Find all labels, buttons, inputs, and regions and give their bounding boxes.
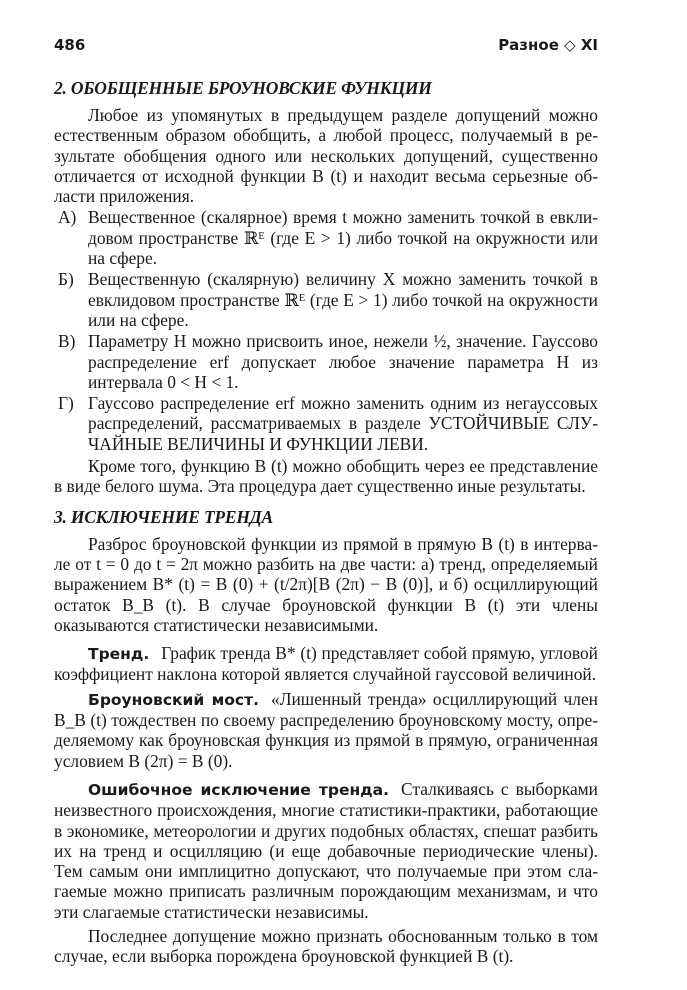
list-item-text: Гауссово распределение erf можно заменить одним из негауссовых распределений, рассматриваемых в разделе УСТОЙЧИВЫЕ СЛУЧАЙНЫЕ ВЕЛИЧИНЫ И ФУНКЦИИ ЛЕВИ. [88, 393, 598, 454]
list-item-text: Вещественное (скалярное) время t можно заменить точкой в евклидовом пространстве ℝᴱ (где E > 1) либо точкой на окружности или на сфере. [88, 207, 598, 269]
list-item-label: Б) [58, 269, 74, 290]
generalization-list [54, 207, 598, 454]
list-item [54, 269, 598, 330]
bridge-paragraph [54, 689, 598, 771]
bridge-text: «Лишенный тренда» осциллирующий член B_B (t) тождествен по своему распределению броуновскому мосту, определяемому как броуновская функция из прямой в прямую, ограниченная условием B (2π) = B (0). [54, 688, 598, 771]
book-page [54, 36, 598, 967]
wrong-detrending-text: Сталкиваясь с выборками неизвестного происхождения, многие статистики-практики, работающие в экономике, метеорологии и других подобных областях, спешат разбить их на тренд и осцилляцию (и еще добавочные периодические члены). Тем самым они имплицитно допускают, что получаемые при этом слагаемые можно приписать различным порождающим механизмам, и что эти слагаемые статистически независимы. [54, 778, 598, 922]
list-item-label: А) [58, 207, 77, 228]
section-2-closing: Кроме того, функцию B (t) можно обобщить через ее представление в виде белого шума. Эта процедура дает существенно иные результаты. [54, 456, 598, 497]
bridge-heading: Броуновский мост. [88, 690, 259, 709]
wrong-detrending-paragraph [54, 779, 598, 922]
page-header [54, 36, 598, 58]
running-title: Разное ◇ XI [498, 36, 598, 54]
section-2-intro: Любое из упомянутых в предыдущем разделе допущений можно естественным образом обобщить, а любой процесс, получаемый в результате обобщения одного или нескольких допущений, существенно отличается от исходной функции B (t) и находит весьма серьезные области приложения. [54, 105, 598, 207]
list-item [54, 393, 598, 454]
trend-heading: Тренд. [88, 645, 150, 664]
section-3-title: 3. ИСКЛЮЧЕНИЕ ТРЕНДА [54, 506, 274, 527]
section-3-intro: Разброс броуновской функции из прямой в прямую B (t) в интервале от t = 0 до t = 2π можно разбить на две части: а) тренд, определяемый выражением B* (t) = B (0) + (t/2π)[B (2π) − B (0)], и б) осциллирующий остаток B_B (t). В случае броуновской функции B (t) эти члены оказываются статистически независимыми. [54, 533, 598, 635]
page-number: 486 [54, 36, 86, 54]
wrong-detrending-heading: Ошибочное исключение тренда. [88, 780, 390, 799]
trend-text: График тренда B* (t) представляет собой прямую, угловой коэффициент наклона которой является случайной гауссовой величиной. [54, 643, 598, 685]
list-item [54, 207, 598, 268]
section-2-title: 2. ОБОБЩЕННЫЕ БРОУНОВСКИЕ ФУНКЦИИ [54, 78, 432, 98]
list-item-label: В) [58, 331, 76, 352]
final-paragraph: Последнее допущение можно признать обоснованным только в том случае, если выборка порождена броуновской функцией B (t). [54, 925, 598, 967]
list-item [54, 331, 598, 392]
list-item-label: Г) [58, 393, 74, 414]
trend-paragraph [54, 643, 598, 685]
list-item-text: Вещественную (скалярную) величину X можно заменить точкой в евклидовом пространстве ℝᴱ (где E > 1) либо точкой на окружности или на сфере. [88, 269, 598, 330]
list-item-text: Параметру H можно присвоить иное, нежели ½, значение. Гауссово распределение erf допускает любое значение параметра H из интервала 0 < H < 1. [88, 331, 598, 392]
